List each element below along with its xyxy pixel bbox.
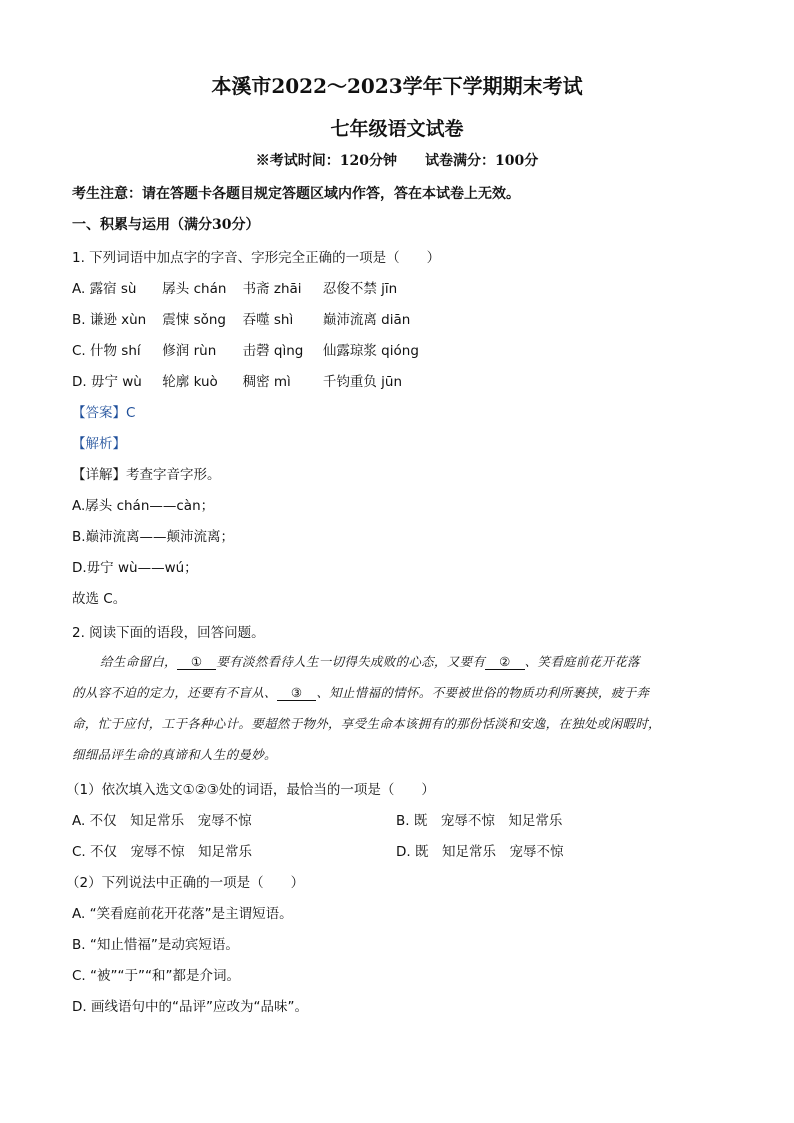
q2-stem: 2. 阅读下面的语段，回答问题。: [72, 625, 265, 641]
section-heading: 一、积累与运用（满分30分）: [72, 217, 260, 233]
q2-sub1-option-d: D. 既 知足常乐 宠辱不惊: [396, 844, 564, 860]
option-part: 修润 rùn: [162, 343, 217, 359]
passage-text: 给生命留白，: [100, 654, 177, 669]
option-part: 忍俊不禁 jīn: [322, 281, 398, 297]
q2-sub2-option-b: B. “知止惜福”是动宾短语。: [72, 937, 239, 953]
exam-info: ※考试时间：120分钟 试卷满分：100分: [255, 153, 539, 169]
q1-analysis-label: 【解析】: [72, 436, 126, 452]
option-part: 孱头 chán: [162, 281, 227, 297]
blank-3: ③: [277, 685, 317, 701]
q2-sub2-option-d: D. 画线语句中的“品评”应改为“品味”。: [72, 999, 308, 1015]
option-part: 击磬 qìng: [242, 343, 304, 359]
q2-sub1-stem: （1）依次填入选文①②③处的词语，最恰当的一项是（ ）: [66, 782, 435, 798]
q1-option-d: [72, 370, 402, 390]
passage-line-3: 命，忙于应付，工于各种心计。要超然于物外，享受生命本该拥有的那份恬淡和安逸，在独处或闲暇时，: [72, 716, 661, 731]
q1-stem: 1. 下列词语中加点字的字音、字形完全正确的一项是（ ）: [72, 250, 441, 266]
option-part: 千钧重负 jūn: [322, 374, 403, 390]
passage-text: 、知止惜福的情怀。不要被世俗的物质功利所裹挟，疲于奔: [316, 685, 650, 700]
q1-option-c: [72, 339, 419, 359]
q1-explain-d: D.毋宁 wù——wú；: [72, 560, 198, 576]
q2-sub2-stem: （2）下列说法中正确的一项是（ ）: [66, 875, 305, 891]
option-part: B. 谦逊 xùn: [72, 312, 147, 328]
option-part: 稠密 mì: [242, 374, 291, 390]
exam-title: 本溪市2022～2023学年下学期期末考试: [211, 74, 583, 98]
q1-answer: 【答案】C: [72, 405, 136, 421]
option-part: 震悚 sǒng: [162, 312, 227, 328]
passage-text: 、笑看庭前花开花落: [524, 654, 640, 669]
q2-sub1-option-b: B. 既 宠辱不惊 知足常乐: [396, 813, 563, 829]
option-part: 轮廓 kuò: [162, 374, 218, 390]
blank-2: ②: [485, 654, 525, 670]
passage-line-1: [100, 652, 640, 670]
option-part: C. 什物 shí: [72, 343, 141, 359]
passage-text: 要有淡然看待人生一切得失成败的心态，又要有: [216, 654, 486, 669]
option-part: D. 毋宁 wù: [72, 374, 142, 390]
q1-detail: 【详解】考查字音字形。: [72, 467, 221, 483]
q1-option-b: [72, 308, 410, 328]
q1-conclusion: 故选 C。: [72, 591, 127, 607]
blank-1: ①: [177, 654, 217, 670]
passage-line-2: [72, 683, 649, 701]
option-part: A. 露宿 sù: [72, 281, 137, 297]
notice: 考生注意：请在答题卡各题目规定答题区域内作答，答在本试卷上无效。: [72, 186, 520, 202]
option-part: 仙露琼浆 qióng: [322, 343, 419, 359]
passage-line-4: 细细品评生命的真谛和人生的曼妙。: [72, 747, 277, 762]
q1-explain-a: A.孱头 chán——càn；: [72, 498, 215, 514]
passage-text: 的从容不迫的定力，还要有不盲从、: [72, 685, 277, 700]
q2-sub1-option-c: C. 不仅 宠辱不惊 知足常乐: [72, 844, 253, 860]
q2-sub2-option-c: C. “被”“于”“和”都是介词。: [72, 968, 240, 984]
exam-subtitle: 七年级语文试卷: [330, 118, 464, 140]
option-part: 吞噬 shì: [242, 312, 294, 328]
q1-option-a: [72, 277, 397, 297]
q2-sub1-option-a: A. 不仅 知足常乐 宠辱不惊: [72, 813, 252, 829]
option-part: 书斋 zhāi: [242, 281, 302, 297]
q2-sub2-option-a: A. “笑看庭前花开花落”是主谓短语。: [72, 906, 293, 922]
q1-explain-b: B.巅沛流离——颠沛流离；: [72, 529, 235, 545]
option-part: 巅沛流离 diān: [322, 312, 411, 328]
